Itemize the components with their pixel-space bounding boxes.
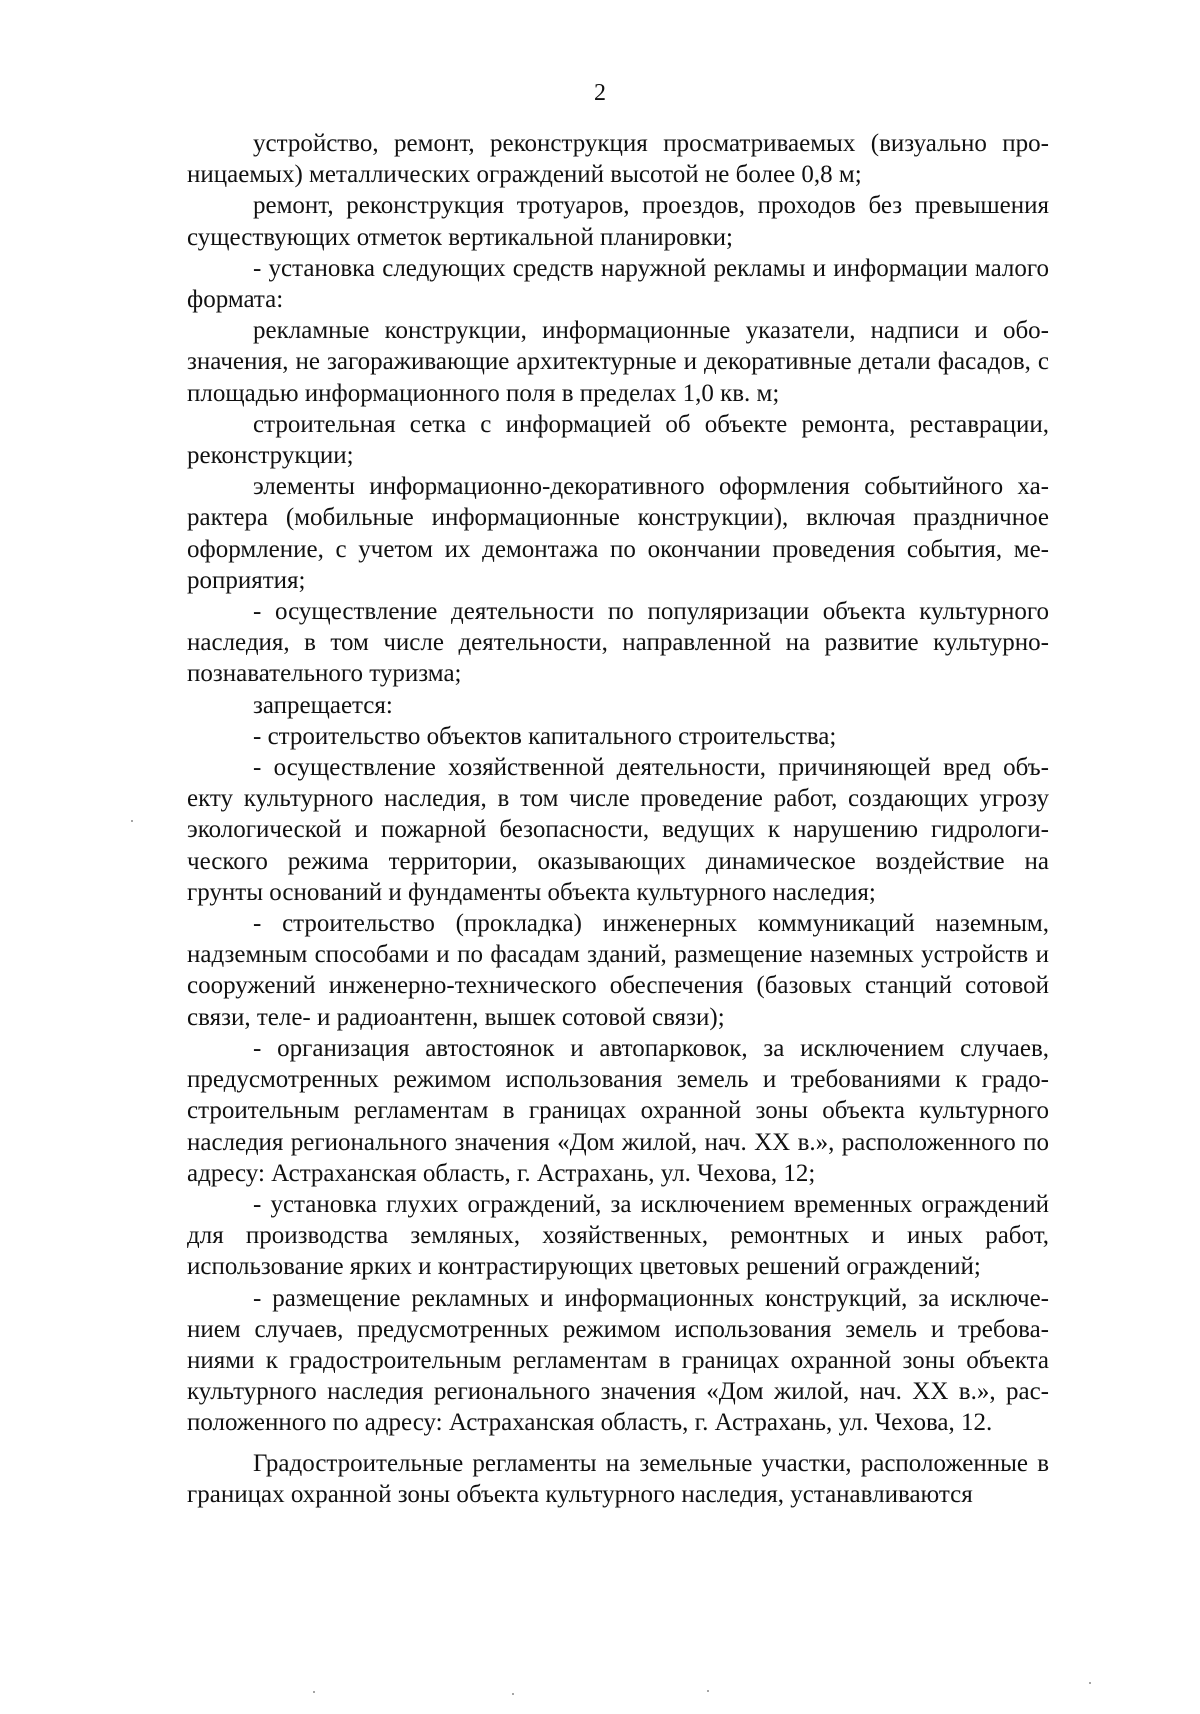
paragraph: запрещается: [253,691,393,719]
paragraph: Градостроительные регламенты на земельные участки, расположенные в границах охранной зоны объекта культурного наследия, устанавливаются [187,1449,1049,1508]
scan-speck [1089,1682,1091,1684]
paragraph: - организация автостоянок и автопарковок, за исключением случаев, предусмотренных режимом использования земель и требованиями к градостроительным регламентам в границах охранной зоны объекта культурного наследия регионального значения «Дом жилой, нач. XX в.», расположенного по адресу: Астраханская область, г. Астрахань, ул. Чехова, 12; [187,1034,1049,1187]
scan-speck [313,1691,315,1693]
document-body [187,128,1049,1510]
paragraph: элементы информационно-декоративного оформления событийного характера (мобильные информационные конструкции), включая праздничное оформление, с учетом их демонтажа по окончании проведения события, мероприятия; [187,473,1049,594]
paragraph: устройство, ремонт, реконструкция просматриваемых (визуально проницаемых) металлических ограждений высотой не более 0,8 м; [187,130,1049,189]
paragraph: - строительство (прокладка) инженерных коммуникаций наземным, надземным способами и по фасадам зданий, размещение наземных устройств и сооружений инженерно-технического обеспечения (базовых станций сотовой связи, теле- и радиоантенн, вышек сотовой связи); [187,910,1049,1031]
scan-speck [512,1693,514,1695]
paragraph: - осуществление деятельности по популяризации объекта культурного наследия, в том числе деятельности, направленной на развитие культурно-познавательного туризма; [187,598,1049,688]
scan-speck [131,820,133,822]
paragraph: ремонт, реконструкция тротуаров, проездов, проходов без превышения существующих отметок вертикальной планировки; [187,192,1049,251]
paragraph: строительная сетка с информацией об объекте ремонта, реставрации, реконструкции; [187,410,1049,470]
page-number: 2 [594,80,606,106]
paragraph: рекламные конструкции, информационные указатели, надписи и обозначения, не загораживающие архитектурные и декоративные детали фасадов, с площадью информационного поля в пределах 1,0 кв. м; [187,317,1049,407]
paragraph: - размещение рекламных и информационных конструкций, за исключением случаев, предусмотренных режимом использования земель и требованиями к градостроительным регламентам в границах охранной зоны объекта культурного наследия регионального значения «Дом жилой, нач. XX в.», расположенного по адресу: Астраханская область, г. Астрахань, ул. Чехова, 12. [187,1284,1049,1437]
scan-speck [707,1690,709,1692]
paragraph: - установка глухих ограждений, за исключением временных ограждений для производства земляных, хозяйственных, ремонтных и иных работ, использование ярких и контрастирующих цветовых решений ограждений; [187,1190,1049,1281]
paragraph: - установка следующих средств наружной рекламы и информации малого формата: [187,254,1049,314]
paragraph: - осуществление хозяйственной деятельности, причиняющей вред объекту культурного наследия, в том числе проведение работ, создающих угрозу экологической и пожарной безопасности, ведущих к нарушению гидрологического режима территории, оказывающих динамическое воздействие на грунты оснований и фундаменты объекта культурного наследия; [187,754,1049,906]
paragraph: - строительство объектов капитального строительства; [253,722,837,750]
